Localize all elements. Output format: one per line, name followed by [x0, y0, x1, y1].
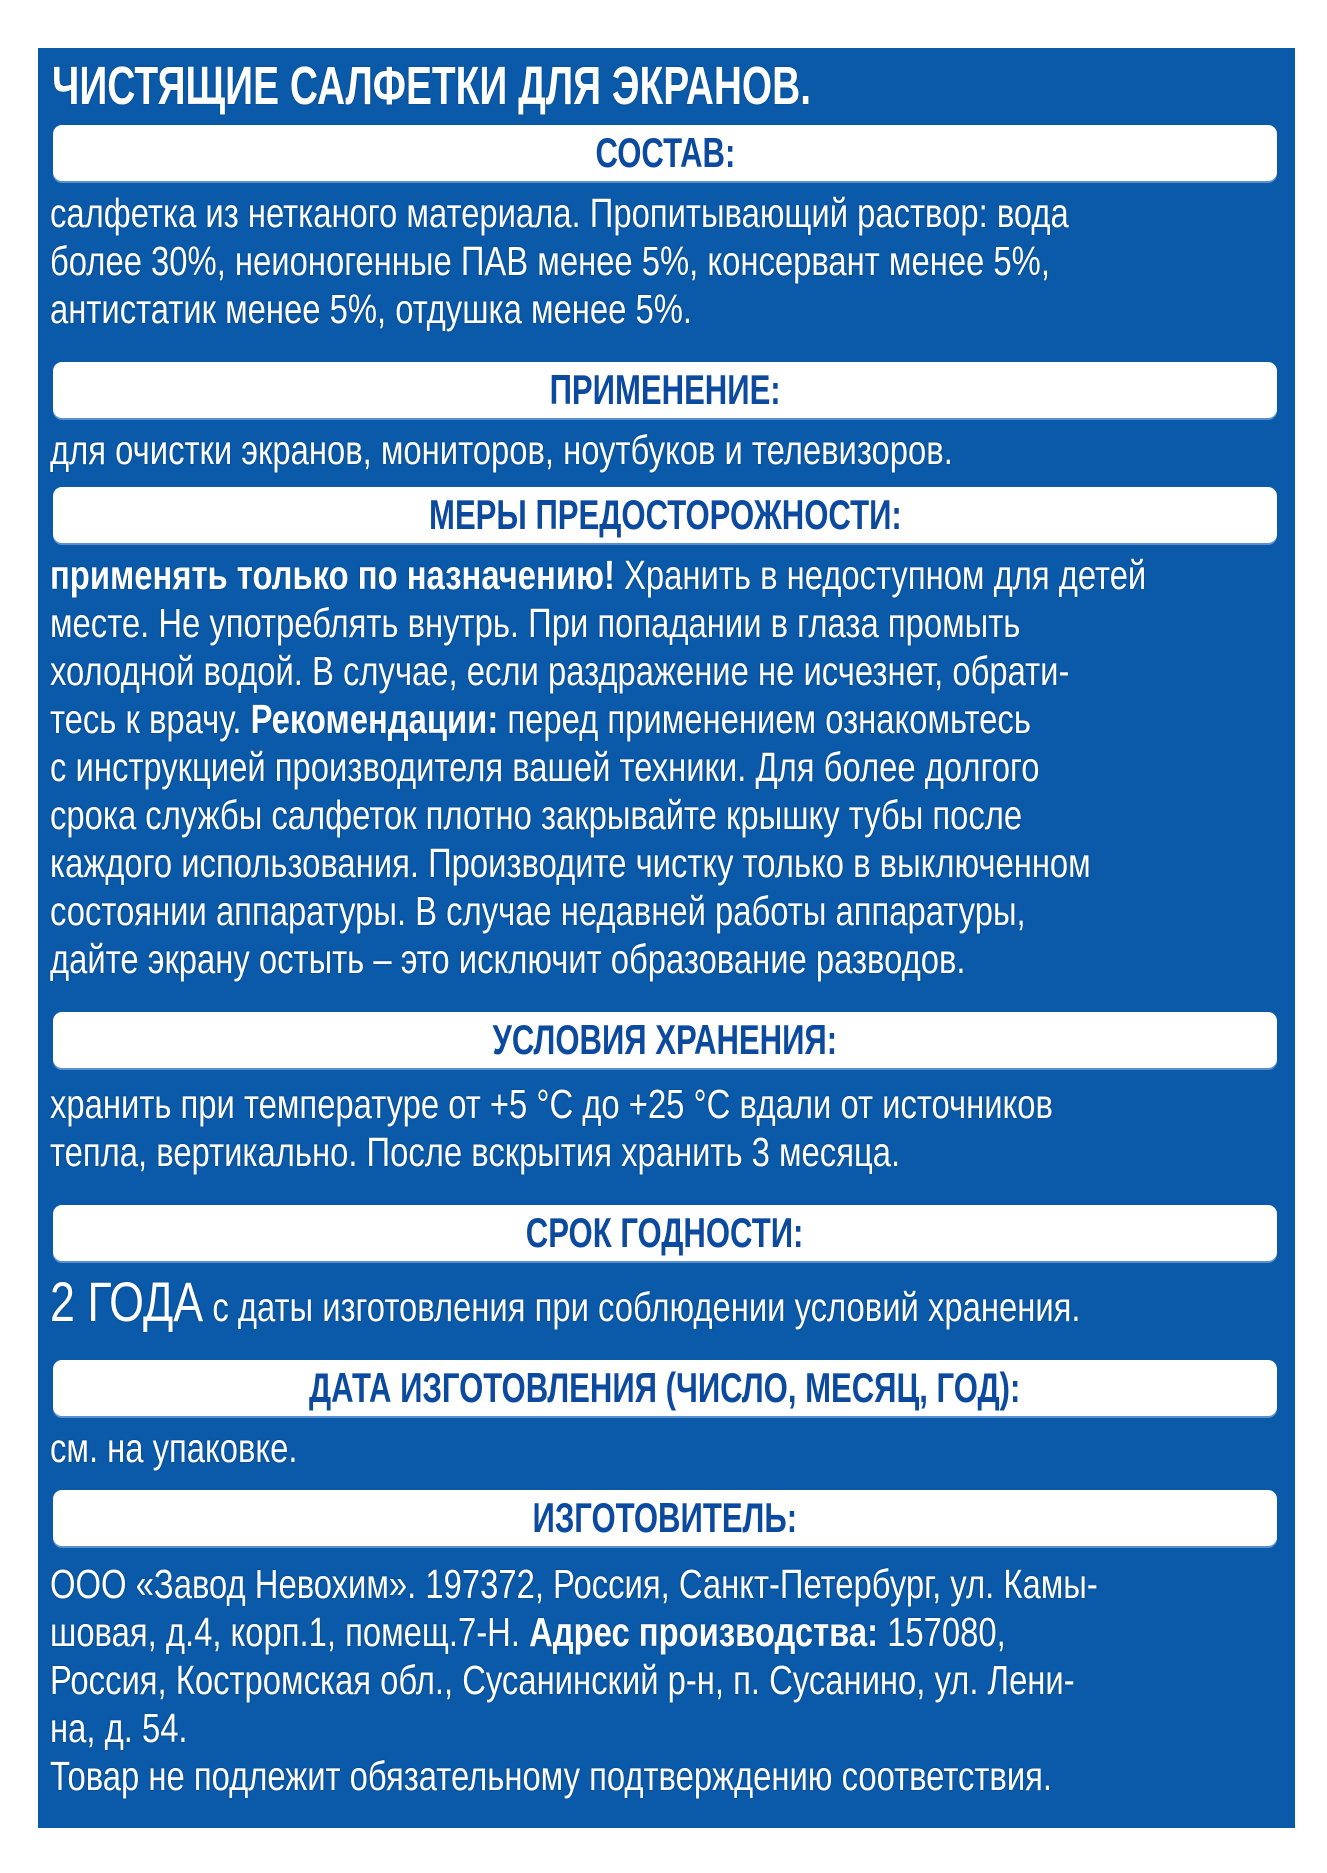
shelf-life-value: 2 ГОДА: [50, 1270, 204, 1333]
manufacturer-text: [50, 1560, 1290, 1800]
section-header-label: СОСТАВ:: [595, 129, 735, 176]
section-header-label: ДАТА ИЗГОТОВЛЕНИЯ (ЧИСЛО, МЕСЯЦ, ГОД):: [309, 1364, 1021, 1411]
section-header-composition: [53, 125, 1277, 181]
text-line: Россия, Костромская обл., Сусанинский р-н, п. Сусанино, ул. Лени-: [50, 1657, 1075, 1703]
text-line: с инструкцией производителя вашей техники. Для более долгого: [50, 744, 1040, 790]
text-line: антистатик менее 5%, отдушка менее 5%.: [50, 286, 692, 332]
section-header-storage: [53, 1012, 1277, 1068]
section-header-label: МЕРЫ ПРЕДОСТОРОЖНОСТИ:: [428, 491, 902, 538]
text-line: 2 ГОДА с даты изготовления при соблюдении условий хранения.: [50, 1270, 1081, 1333]
section-header-precautions: [53, 487, 1277, 543]
text-line: на, д. 54.: [50, 1705, 188, 1751]
warning-emphasis: применять только по назначению!: [50, 552, 615, 598]
recommendations-label: Рекомендации:: [250, 696, 499, 742]
product-title: ЧИСТЯЩИЕ САЛФЕТКИ ДЛЯ ЭКРАНОВ.: [52, 56, 812, 116]
text-line: дайте экрану остыть – это исключит образование разводов.: [50, 936, 966, 982]
text-line: шовая, д.4, корп.1, помещ.7-Н. Адрес производства: 157080,: [50, 1609, 1006, 1655]
text-line: см. на упаковке.: [50, 1425, 298, 1471]
text-line: тепла, вертикально. После вскрытия хранить 3 месяца.: [50, 1129, 901, 1175]
text-line: месте. Не употреблять внутрь. При попадании в глаза промыть: [50, 600, 1021, 646]
section-header-shelf-life: [53, 1205, 1277, 1261]
section-header-label: ИЗГОТОВИТЕЛЬ:: [532, 1494, 798, 1541]
text-line: применять только по назначению! Хранить в недоступном для детей: [50, 552, 1147, 598]
text-line: для очистки экранов, мониторов, ноутбуков и телевизоров.: [50, 427, 953, 473]
text-line: холодной водой. В случае, если раздражение не исчезнет, обрати-: [50, 648, 1070, 694]
text-line: срока службы салфеток плотно закрывайте крышку тубы после: [50, 792, 1023, 838]
text-line: каждого использования. Производите чистку только в выключенном: [50, 840, 1091, 886]
text-line: тесь к врачу. Рекомендации: перед применением ознакомьтесь: [50, 696, 1031, 742]
section-header-label: УСЛОВИЯ ХРАНЕНИЯ:: [492, 1016, 838, 1063]
section-header-manufacturer: [53, 1490, 1277, 1546]
text-line: состоянии аппаратуры. В случае недавней работы аппаратуры,: [50, 888, 1026, 934]
section-header-label: СРОК ГОДНОСТИ:: [526, 1209, 804, 1256]
text-line: салфетка из нетканого материала. Пропитывающий раствор: вода: [50, 190, 1069, 236]
shelf-life-text: [50, 1272, 1290, 1332]
composition-text: [50, 189, 1290, 333]
text-line: Товар не подлежит обязательному подтверждению соответствия.: [50, 1753, 1053, 1799]
section-header-manufacture-date: [53, 1360, 1277, 1416]
text-line: более 30%, неионогенные ПАВ менее 5%, консервант менее 5%,: [50, 238, 1050, 284]
text-line: хранить при температуре от +5 °С до +25 °С вдали от источников: [50, 1081, 1053, 1127]
storage-text: [50, 1080, 1290, 1176]
product-info-panel: [38, 48, 1295, 1828]
precautions-text: [50, 551, 1290, 983]
production-address-label: Адрес производства:: [529, 1609, 879, 1655]
manufacture-date-text: [50, 1424, 1290, 1472]
section-header-application: [53, 362, 1277, 418]
section-header-label: ПРИМЕНЕНИЕ:: [549, 366, 781, 413]
text-line: ООО «Завод Невохим». 197372, Россия, Санкт-Петербург, ул. Камы-: [50, 1561, 1098, 1607]
application-text: [50, 426, 1290, 474]
